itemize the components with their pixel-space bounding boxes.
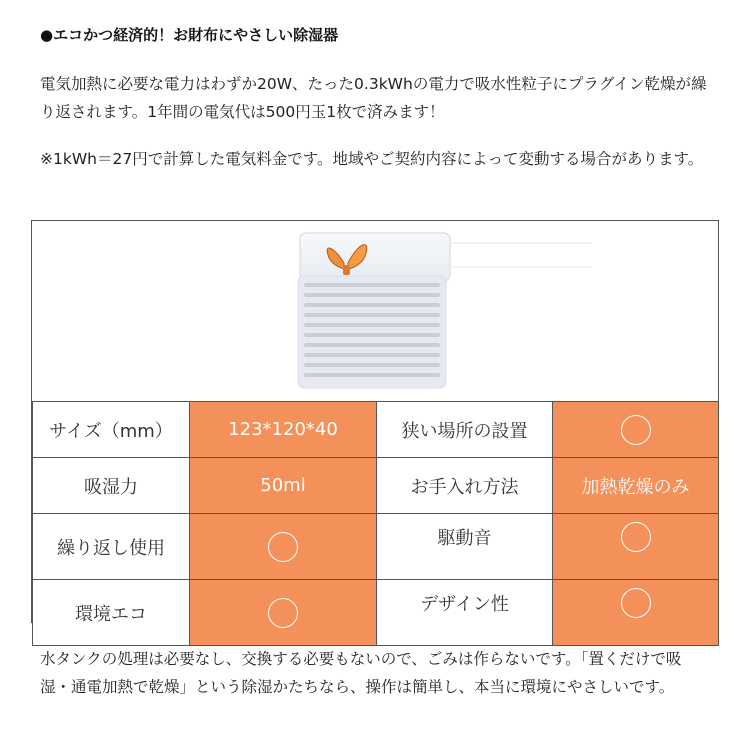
- circle-mark-icon: [268, 598, 298, 628]
- circle-mark-icon: [621, 415, 651, 445]
- note-paragraph: ※1kWh＝27円で計算した電気料金です。地域やご契約内容によって変動する場合があります。: [40, 150, 704, 168]
- table-row: [33, 458, 719, 514]
- spec-label-design: デザイン性: [377, 580, 553, 646]
- circle-mark-icon: [621, 522, 651, 552]
- spec-value-reusable: [190, 514, 377, 580]
- spec-value-design: [553, 580, 719, 646]
- table-row: [33, 402, 719, 458]
- spec-frame: [31, 220, 719, 623]
- spec-value-narrow-space: [553, 402, 719, 458]
- spec-value-absorption: 50ml: [190, 458, 377, 514]
- dehumidifier-product-image: [32, 221, 718, 401]
- section-heading: ●エコかつ経済的！お財布にやさしい除湿器: [40, 26, 339, 44]
- circle-mark-icon: [621, 588, 651, 618]
- spec-label-narrow-space: 狭い場所の設置: [377, 402, 553, 458]
- spec-label-size: サイズ（mm）: [33, 402, 190, 458]
- spec-label-eco: 環境エコ: [33, 580, 190, 646]
- spec-label-absorption: 吸湿力: [33, 458, 190, 514]
- circle-mark-icon: [268, 532, 298, 562]
- spec-value-eco: [190, 580, 377, 646]
- closing-paragraph: 水タンクの処理は必要なし、交換する必要もないので、ごみは作らないです。「置くだけで吸湿・通電加熱で乾燥」という除湿かたちなら、操作は簡単し、本当に環境にやさしいです。: [40, 650, 682, 696]
- spec-value-size: 123*120*40: [190, 402, 377, 458]
- spec-label-reusable: 繰り返し使用: [33, 514, 190, 580]
- table-row: [33, 514, 719, 580]
- intro-paragraph: 電気加熱に必要な電力はわずか20W、たった0.3kWhの電力で吸水性粒子にプラグイン乾燥が繰り返されます。1年間の電気代は500円玉1枚で済みます！: [40, 75, 707, 121]
- spec-label-noise: 駆動音: [377, 514, 553, 580]
- spec-value-maintenance: 加熱乾燥のみ: [553, 458, 719, 514]
- spec-label-maintenance: お手入れ方法: [377, 458, 553, 514]
- table-row: [33, 580, 719, 646]
- product-image-area: [32, 221, 718, 401]
- spec-table: [32, 401, 719, 646]
- spec-value-noise: [553, 514, 719, 580]
